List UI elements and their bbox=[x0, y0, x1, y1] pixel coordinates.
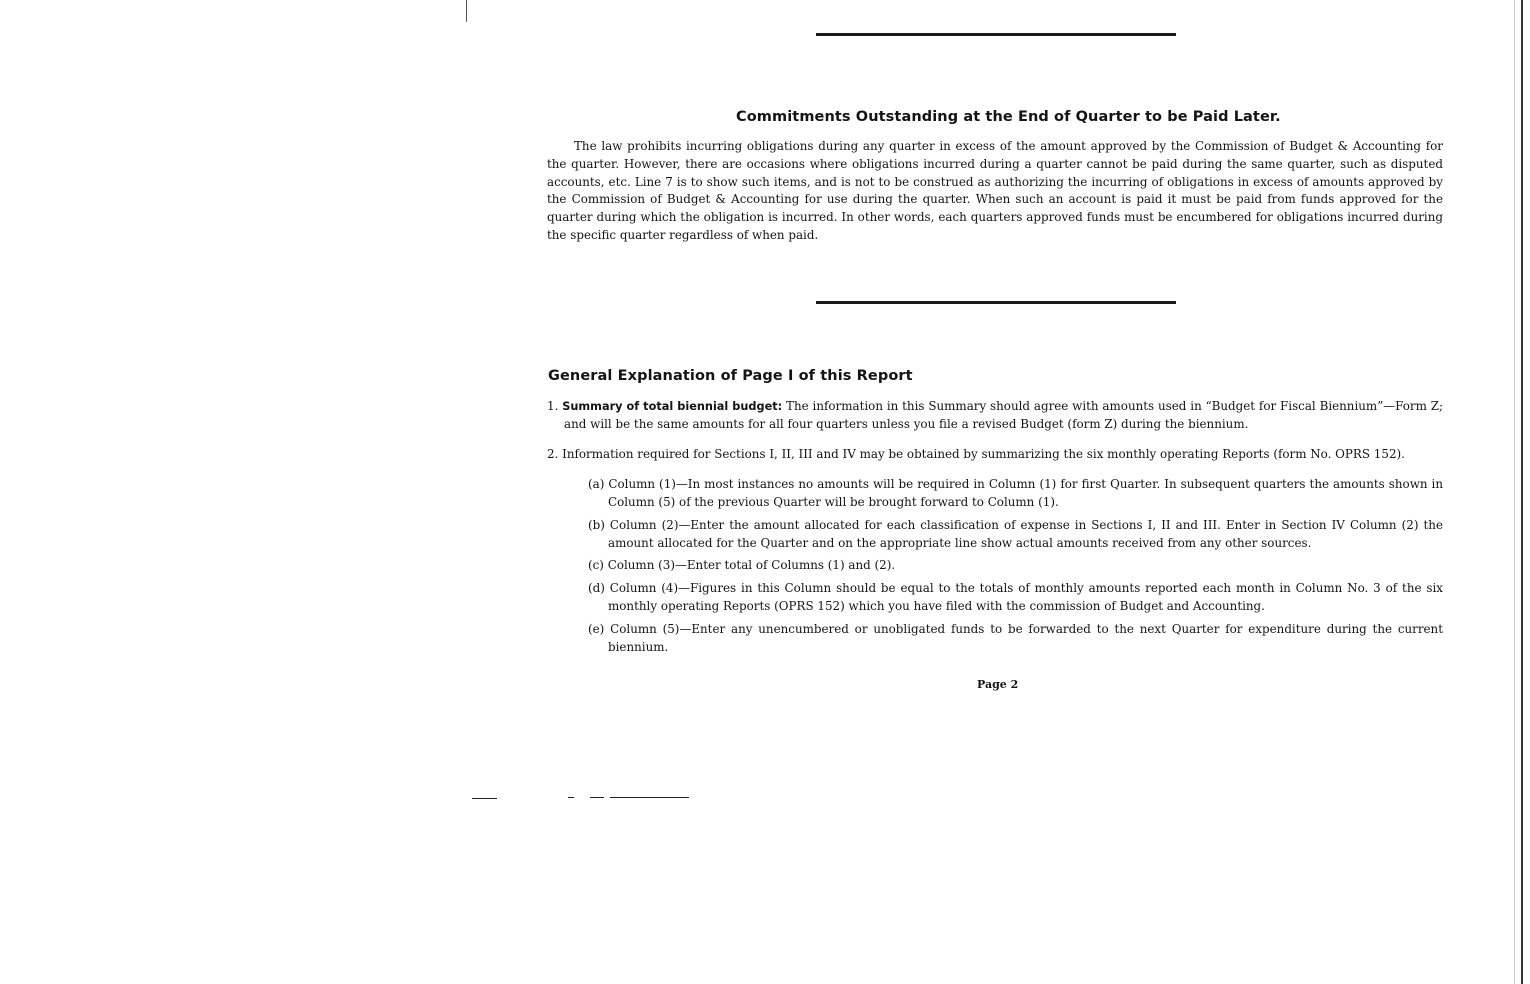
stray-dash bbox=[472, 798, 497, 799]
item-number: 2. bbox=[547, 447, 559, 461]
middle-rule bbox=[816, 301, 1176, 304]
stray-dash bbox=[568, 797, 574, 798]
item-text: Information required for Sections I, II, III and IV may be obtained by summarizing the six monthly operating Reports (form No. OPRS 152). bbox=[558, 447, 1405, 461]
sub-item-text: Column (5)—Enter any unencumbered or unobligated funds to be forwarded to the next Quarter for expenditure during the current biennium. bbox=[604, 622, 1443, 654]
sub-item-label: (a) bbox=[588, 477, 605, 491]
page-edge-right bbox=[1521, 0, 1523, 984]
list-item bbox=[547, 446, 1443, 464]
sub-item-text: Column (4)—Figures in this Column should be equal to the totals of monthly amounts reported each month in Column No. 3 of the six monthly operating Reports (OPRS 152) which you have filed with the commission of Budget and Accounting. bbox=[604, 581, 1443, 613]
item-number: 1. bbox=[547, 399, 559, 413]
stray-dash bbox=[610, 797, 689, 798]
list-item bbox=[547, 398, 1443, 434]
sub-item-text: Column (3)—Enter total of Columns (1) and (2). bbox=[603, 558, 896, 572]
sub-item-label: (d) bbox=[588, 581, 605, 595]
left-margin-tick bbox=[466, 0, 467, 22]
stray-dash bbox=[590, 797, 604, 798]
commitments-heading: Commitments Outstanding at the End of Quarter to be Paid Later. bbox=[736, 109, 1281, 125]
sub-item-d bbox=[588, 580, 1443, 616]
sub-item-e bbox=[588, 621, 1443, 657]
top-rule bbox=[816, 33, 1176, 36]
sub-item-label: (b) bbox=[588, 518, 605, 532]
page-number: Page 2 bbox=[977, 678, 1019, 691]
sub-item-c bbox=[588, 557, 1443, 575]
sub-item-a bbox=[588, 476, 1443, 512]
sub-item-b bbox=[588, 517, 1443, 553]
sub-item-label: (e) bbox=[588, 622, 605, 636]
explanation-heading: General Explanation of Page I of this Report bbox=[548, 368, 913, 384]
page-edge-right-faint bbox=[1514, 0, 1515, 984]
sub-item-text: Column (2)—Enter the amount allocated for each classification of expense in Sections I, II and III. Enter in Section IV Column (2) the amount allocated for the Quarter and on the appropriate line show actual amounts received from any other sources. bbox=[604, 518, 1443, 550]
item-text: The information in this Summary should agree with amounts used in “Budget for Fiscal Biennium”—Form Z; and will be the same amounts for all four quarters unless you file a revised Budget (form Z) during the biennium. bbox=[564, 399, 1444, 431]
sub-item-label: (c) bbox=[588, 558, 604, 572]
sub-item-text: Column (1)—In most instances no amounts will be required in Column (1) for first Quarter. In subsequent quarters the amounts shown in Column (5) of the previous Quarter will be brought forward to Column (1). bbox=[604, 477, 1443, 509]
item-term: Summary of total biennial budget: bbox=[562, 400, 783, 413]
commitments-paragraph: The law prohibits incurring obligations during any quarter in excess of the amount approved by the Commission of Budget & Accounting for the quarter. However, there are occasions where obligations incurred during a quarter cannot be paid during the same quarter, such as disputed accounts, etc. Line 7 is to show such items, and is not to be construed as authorizing the incurring of obligations in excess of amounts approved by the Commission of Budget & Accounting for use during the quarter. When such an account is paid it must be paid from funds approved for the quarter during which the obligation is incurred. In other words, each quarters approved funds must be encumbered for obligations incurred during the specific quarter regardless of when paid. bbox=[547, 139, 1443, 242]
